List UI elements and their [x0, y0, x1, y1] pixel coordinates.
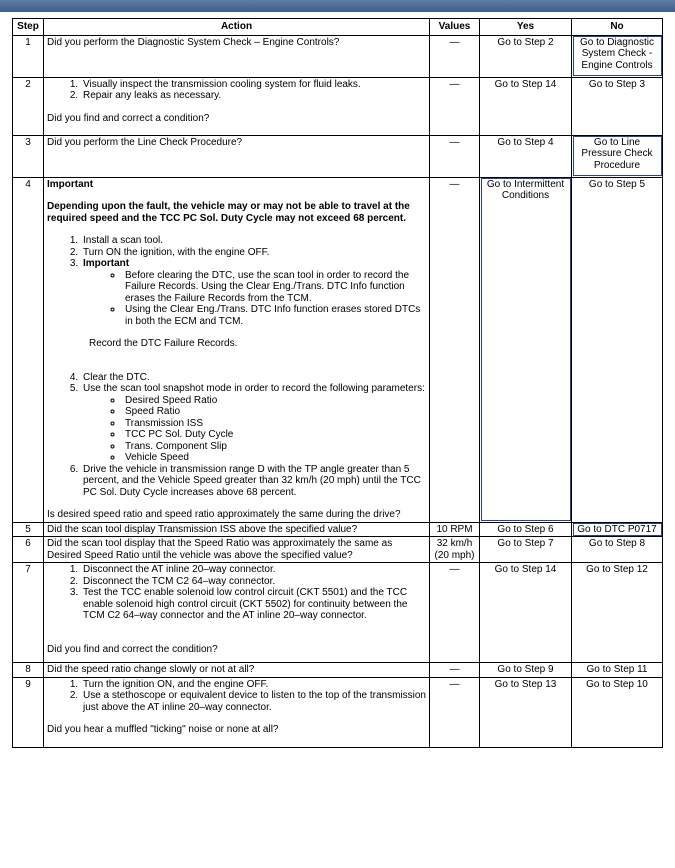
parameter-item: ◦ Speed Ratio: [123, 406, 426, 418]
value-cell: —: [430, 563, 480, 663]
yes-link-text[interactable]: Go to Step 14: [494, 78, 557, 90]
value-cell: 32 km/h (20 mph): [430, 537, 480, 563]
action-question: Did the scan tool display that the Speed Ratio was approximately the same as Desired Speed Ratio until the vehicle was above the specified value?: [44, 537, 430, 563]
table-row: [13, 537, 663, 563]
table-row: [13, 663, 663, 678]
no-link-text[interactable]: Go to Step 11: [586, 664, 648, 675]
no-link-text[interactable]: Go to Step 10: [586, 678, 648, 690]
action-list: [47, 79, 426, 102]
action-cell: [44, 177, 430, 522]
action-question: Did you hear a muffled "ticking" noise or none at all?: [47, 724, 279, 735]
step-number: 1: [13, 35, 44, 77]
yes-link-text[interactable]: Go to Step 4: [497, 136, 554, 148]
no-link[interactable]: [572, 677, 663, 747]
yes-link-text[interactable]: Go to Step 9: [497, 664, 554, 675]
step-number: 2: [13, 77, 44, 135]
step-number: 8: [13, 663, 44, 678]
yes-link-text[interactable]: Go to Step 14: [494, 564, 557, 575]
yes-link[interactable]: [480, 537, 572, 563]
value-cell: —: [430, 677, 480, 747]
step-number: 5: [13, 522, 44, 537]
action-question: Did the scan tool display Transmission ISS above the specified value?: [44, 522, 430, 537]
parameter-item: ◦ TCC PC Sol. Duty Cycle: [123, 429, 426, 441]
header-values: Values: [430, 19, 480, 36]
no-link-text[interactable]: Go to Step 8: [588, 538, 646, 549]
important-notes: [83, 270, 426, 328]
value-cell: —: [430, 35, 480, 77]
list-item: 1. Install a scan tool.: [81, 235, 426, 247]
yes-link[interactable]: [480, 522, 572, 537]
no-link-text[interactable]: Go to Step 5: [588, 178, 646, 190]
action-cell: [44, 77, 430, 135]
no-link[interactable]: [572, 537, 663, 563]
yes-link[interactable]: [480, 77, 572, 135]
value-cell: —: [430, 663, 480, 678]
list-item: 1. Disconnect the AT inline 20–way connector.: [81, 564, 426, 576]
step-number: 3: [13, 135, 44, 177]
action-cell: [44, 563, 430, 663]
no-link[interactable]: [572, 563, 663, 663]
action-cell: [44, 677, 430, 747]
action-question: Did you find and correct the condition?: [47, 643, 218, 655]
no-link[interactable]: [572, 522, 663, 537]
list-item: 1. Turn the ignition ON, and the engine OFF.: [81, 679, 426, 691]
important-label: Important: [83, 258, 130, 269]
note-item: ◦ Using the Clear Eng./Trans. DTC Info function erases stored DTCs in both the ECM and TCM.: [123, 304, 426, 327]
no-link-text[interactable]: Go to DTC P0717: [577, 523, 657, 535]
yes-link-text[interactable]: Go to Step 2: [497, 36, 554, 48]
no-link-text[interactable]: Go to Line Pressure Check Procedure: [581, 136, 653, 171]
list-item-text: Use the scan tool snapshot mode in order to record the following parameters:: [83, 383, 425, 394]
yes-link[interactable]: [480, 135, 572, 177]
table-row: [13, 77, 663, 135]
action-list: [47, 235, 426, 327]
no-link-text[interactable]: Go to Step 3: [588, 78, 646, 90]
table-row: [13, 35, 663, 77]
header-no: No: [572, 19, 663, 36]
value-cell: —: [430, 135, 480, 177]
parameter-list: [83, 395, 426, 464]
table-row: [13, 677, 663, 747]
step-number: 9: [13, 677, 44, 747]
action-list: [47, 679, 426, 714]
list-item: 2. Turn ON the ignition, with the engine OFF.: [81, 247, 426, 259]
list-item: 2. Disconnect the TCM C2 64–way connector.: [81, 576, 426, 588]
record-instruction: Record the DTC Failure Records.: [89, 338, 238, 349]
yes-link[interactable]: [480, 563, 572, 663]
value-cell: 10 RPM: [430, 522, 480, 537]
parameter-item: ◦ Transmission ISS: [123, 418, 426, 430]
diagnostic-steps-table: [12, 18, 663, 748]
yes-link[interactable]: [480, 177, 572, 522]
list-item: 1. Visually inspect the transmission cooling system for fluid leaks.: [81, 79, 426, 91]
yes-link-text[interactable]: Go to Step 13: [494, 678, 557, 690]
yes-link-text[interactable]: Go to Intermittent Conditions: [486, 178, 565, 201]
header-step: Step: [13, 19, 44, 36]
step-number: 4: [13, 177, 44, 522]
yes-link[interactable]: [480, 663, 572, 678]
list-item: [81, 383, 426, 464]
header-action: Action: [44, 19, 430, 36]
list-item: [81, 258, 426, 327]
list-item: 2. Repair any leaks as necessary.: [81, 90, 426, 102]
action-question: Is desired speed ratio and speed ratio approximately the same during the drive?: [47, 509, 401, 520]
parameter-item: ◦ Trans. Component Slip: [123, 441, 426, 453]
no-link[interactable]: [572, 177, 663, 522]
no-link-text[interactable]: Go to Step 12: [586, 564, 648, 575]
list-item: 6. Drive the vehicle in transmission range D with the TP angle greater than 5 percent, and the Vehicle Speed greater than 32 km/h (20 mph) until the TCC PC Sol. Duty Cycle increases above 68 percent.: [81, 464, 426, 499]
action-question: Did you perform the Line Check Procedure?: [44, 135, 430, 177]
list-item: 3. Test the TCC enable solenoid low control circuit (CKT 5501) and the TCC enable solenoid high control circuit (CKT 5502) for continuity between the TCM C2 64–way connector and the AT inline 20–way connector.: [81, 587, 426, 622]
no-link[interactable]: [572, 35, 663, 77]
action-list-continued: [47, 372, 426, 499]
header-yes: Yes: [480, 19, 572, 36]
table-row: [13, 522, 663, 537]
no-link[interactable]: [572, 77, 663, 135]
list-item: 4. Clear the DTC.: [81, 372, 426, 384]
table-header-row: [13, 19, 663, 36]
table-row: [13, 177, 663, 522]
yes-link[interactable]: [480, 677, 572, 747]
note-item: ◦ Before clearing the DTC, use the scan tool in order to record the Failure Records. Using the Clear Eng./Trans. DTC Info function erases the Failure Records from the TCM.: [123, 270, 426, 305]
value-cell: —: [430, 177, 480, 522]
step-number: 7: [13, 563, 44, 663]
list-item: 2. Use a stethoscope or equivalent device to listen to the top of the transmission just above the AT inline 20–way connector.: [81, 690, 426, 713]
no-link-text[interactable]: Go to Diagnostic System Check - Engine Controls: [580, 36, 654, 71]
yes-link-text[interactable]: Go to Step 6: [497, 523, 554, 535]
table-row: [13, 135, 663, 177]
no-link[interactable]: [572, 135, 663, 177]
important-heading: Important: [47, 178, 94, 190]
yes-link[interactable]: [480, 35, 572, 77]
window-title-bar: [0, 0, 675, 12]
action-question: Did you find and correct a condition?: [47, 112, 210, 124]
parameter-item: ◦ Vehicle Speed: [123, 452, 426, 464]
action-question: Did the speed ratio change slowly or not at all?: [44, 663, 430, 678]
no-link[interactable]: [572, 663, 663, 678]
value-cell: —: [430, 77, 480, 135]
action-question: Did you perform the Diagnostic System Check – Engine Controls?: [44, 35, 430, 77]
step-number: 6: [13, 537, 44, 563]
yes-link-text[interactable]: Go to Step 7: [497, 538, 554, 549]
important-text: Depending upon the fault, the vehicle may or may not be able to travel at the required speed and the TCC PC Sol. Duty Cycle may not exceed 68 percent.: [47, 201, 410, 224]
table-row: [13, 563, 663, 663]
parameter-item: ◦ Desired Speed Ratio: [123, 395, 426, 407]
action-list: [47, 564, 426, 622]
